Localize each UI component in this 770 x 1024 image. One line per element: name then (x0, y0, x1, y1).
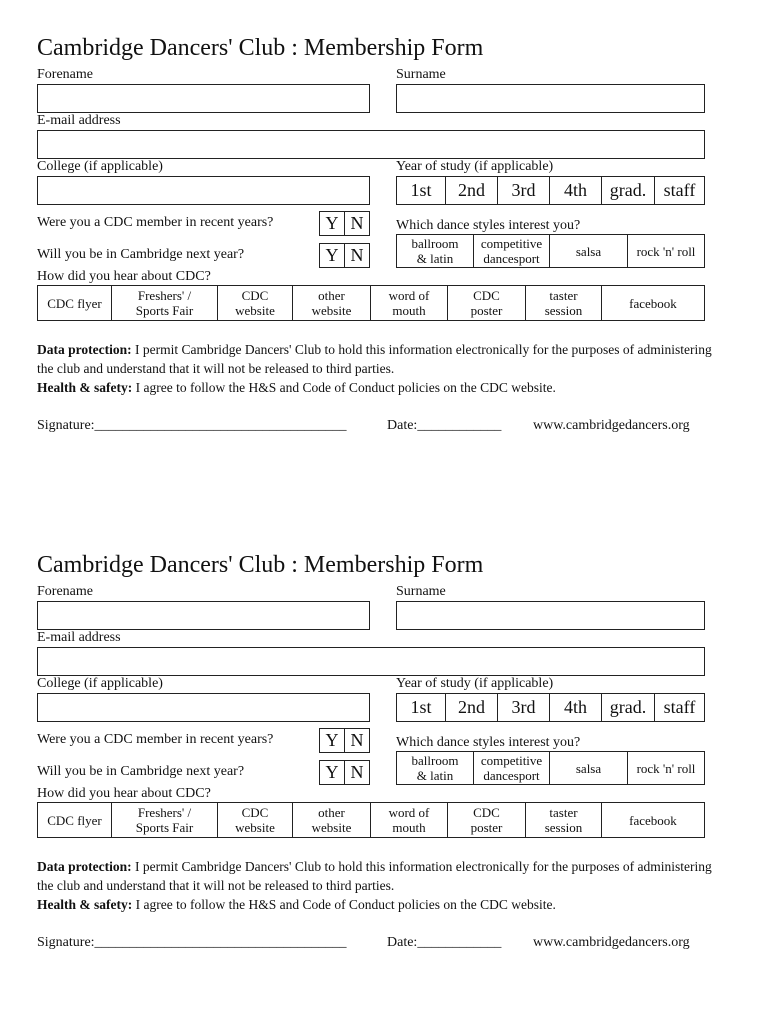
data-protection-text: I permit Cambridge Dancers' Club to hold this information electronically for the purposes of administering the club and understand that it will not be released to third parties. (37, 342, 712, 376)
year-option-4th[interactable]: 4th (549, 693, 602, 722)
year-option-grad[interactable]: grad. (601, 176, 655, 205)
hear-option-facebook[interactable] (601, 802, 705, 838)
cambridge-no-box[interactable]: N (344, 760, 370, 785)
hear-line1: other (318, 288, 345, 303)
hear-option-cdc-website[interactable] (217, 802, 293, 838)
year-option-3rd[interactable]: 3rd (497, 176, 550, 205)
year-option-1st[interactable]: 1st (396, 693, 446, 722)
hear-option-taster-session[interactable] (525, 285, 602, 321)
style-line2: dancesport (483, 251, 540, 266)
style-option-competitive-dancesport[interactable] (473, 234, 550, 268)
health-safety-text: I agree to follow the H&S and Code of Conduct policies on the CDC website. (132, 897, 556, 912)
hear-question: How did you hear about CDC? (37, 269, 211, 284)
data-protection-statement (37, 857, 727, 895)
hear-option-cdc-poster[interactable] (447, 802, 526, 838)
style-option-salsa[interactable] (549, 751, 628, 785)
style-option-rock-n-roll[interactable] (627, 234, 705, 268)
hear-option-cdc-poster[interactable] (447, 285, 526, 321)
style-option-rock-n-roll[interactable] (627, 751, 705, 785)
hear-line2: Sports Fair (135, 303, 194, 318)
dance-styles-question: Which dance styles interest you? (396, 218, 581, 233)
health-safety-heading: Health & safety: (37, 897, 133, 912)
hear-option-cdc-flyer[interactable] (37, 802, 112, 838)
hear-line2: mouth (392, 303, 426, 318)
hear-line1: taster (549, 288, 578, 303)
hear-line2: poster (470, 303, 503, 318)
hear-line2: website (311, 820, 352, 835)
member-yes-box[interactable]: Y (319, 211, 345, 236)
style-option-competitive-dancesport[interactable] (473, 751, 550, 785)
style-line1: ballroom (411, 753, 459, 768)
date-line[interactable]: Date:____________ (387, 935, 502, 950)
hear-line1: word of (388, 805, 430, 820)
style-line2: dancesport (483, 768, 540, 783)
year-option-grad[interactable]: grad. (601, 693, 655, 722)
member-no-box[interactable]: N (344, 211, 370, 236)
health-safety-statement (37, 895, 727, 914)
cambridge-yes-box[interactable]: Y (319, 243, 345, 268)
hear-line1: CDC (241, 805, 269, 820)
surname-field[interactable] (396, 601, 705, 630)
cambridge-question: Will you be in Cambridge next year? (37, 764, 245, 779)
forename-field[interactable] (37, 84, 370, 113)
hear-line1: Freshers' / (137, 805, 192, 820)
style-line1: ballroom (411, 236, 459, 251)
hear-line2: website (311, 303, 352, 318)
dance-styles-question: Which dance styles interest you? (396, 735, 581, 750)
hear-line1: facebook (629, 295, 677, 311)
hear-line2: website (235, 303, 275, 318)
hear-option-facebook[interactable] (601, 285, 705, 321)
website-text: www.cambridgedancers.org (533, 935, 690, 950)
year-option-4th[interactable]: 4th (549, 176, 602, 205)
form-title: Cambridge Dancers' Club : Membership Form (37, 552, 484, 578)
health-safety-heading: Health & safety: (37, 380, 133, 395)
hear-line2: website (235, 820, 275, 835)
college-label: College (if applicable) (37, 159, 163, 174)
data-protection-heading: Data protection: (37, 342, 132, 357)
hear-option-taster-session[interactable] (525, 802, 602, 838)
hear-line1: CDC flyer (47, 812, 102, 828)
surname-label: Surname (396, 584, 446, 599)
style-line1: salsa (575, 243, 602, 259)
hear-option-other-website[interactable] (292, 285, 371, 321)
hear-line1: Freshers' / (137, 288, 192, 303)
member-question: Were you a CDC member in recent years? (37, 215, 274, 230)
data-protection-text: I permit Cambridge Dancers' Club to hold this information electronically for the purposes of administering the club and understand that it will not be released to third parties. (37, 859, 712, 893)
email-field[interactable] (37, 647, 705, 676)
year-option-2nd[interactable]: 2nd (445, 176, 498, 205)
hear-line1: other (318, 805, 345, 820)
college-label: College (if applicable) (37, 676, 163, 691)
email-label: E-mail address (37, 113, 121, 128)
forename-label: Forename (37, 67, 93, 82)
hear-line2: session (544, 303, 583, 318)
year-of-study-label: Year of study (if applicable) (396, 676, 554, 691)
website-text: www.cambridgedancers.org (533, 418, 690, 433)
year-option-1st[interactable]: 1st (396, 176, 446, 205)
hear-question: How did you hear about CDC? (37, 786, 211, 801)
style-line1: rock 'n' roll (636, 760, 696, 776)
style-line1: competitive (480, 753, 543, 768)
cambridge-question: Will you be in Cambridge next year? (37, 247, 245, 262)
style-option-salsa[interactable] (549, 234, 628, 268)
style-option-ballroom-latin[interactable] (396, 234, 474, 268)
hear-option-freshers-fair[interactable] (111, 285, 218, 321)
hear-line2: session (544, 820, 583, 835)
hear-option-cdc-website[interactable] (217, 285, 293, 321)
cambridge-yes-box[interactable]: Y (319, 760, 345, 785)
hear-line2: poster (470, 820, 503, 835)
signature-line[interactable]: Signature:____________________________________ (37, 418, 347, 433)
email-label: E-mail address (37, 630, 121, 645)
email-field[interactable] (37, 130, 705, 159)
health-safety-statement (37, 378, 727, 397)
forename-label: Forename (37, 584, 93, 599)
hear-option-cdc-flyer[interactable] (37, 285, 112, 321)
member-no-box[interactable]: N (344, 728, 370, 753)
style-option-ballroom-latin[interactable] (396, 751, 474, 785)
surname-field[interactable] (396, 84, 705, 113)
forename-field[interactable] (37, 601, 370, 630)
data-protection-statement (37, 340, 727, 378)
college-field[interactable] (37, 176, 370, 205)
year-option-2nd[interactable]: 2nd (445, 693, 498, 722)
data-protection-heading: Data protection: (37, 859, 132, 874)
membership-form-1 (0, 0, 770, 470)
hear-line1: CDC (241, 288, 269, 303)
hear-line1: CDC (473, 805, 500, 820)
college-field[interactable] (37, 693, 370, 722)
year-option-3rd[interactable]: 3rd (497, 693, 550, 722)
hear-line1: taster (549, 805, 578, 820)
hear-option-other-website[interactable] (292, 802, 371, 838)
style-line1: competitive (480, 236, 543, 251)
hear-line2: Sports Fair (135, 820, 194, 835)
date-line[interactable]: Date:____________ (387, 418, 502, 433)
style-line2: & latin (416, 251, 454, 266)
hear-line1: word of (388, 288, 430, 303)
member-question: Were you a CDC member in recent years? (37, 732, 274, 747)
year-option-staff[interactable]: staff (654, 176, 705, 205)
signature-line[interactable]: Signature:____________________________________ (37, 935, 347, 950)
member-yes-box[interactable]: Y (319, 728, 345, 753)
style-line1: salsa (575, 760, 602, 776)
hear-option-word-of-mouth[interactable] (370, 802, 448, 838)
form-title: Cambridge Dancers' Club : Membership Form (37, 35, 484, 61)
hear-line2: mouth (392, 820, 426, 835)
membership-form-2 (0, 517, 770, 987)
year-option-staff[interactable]: staff (654, 693, 705, 722)
surname-label: Surname (396, 67, 446, 82)
year-of-study-label: Year of study (if applicable) (396, 159, 554, 174)
hear-option-freshers-fair[interactable] (111, 802, 218, 838)
style-line1: rock 'n' roll (636, 243, 696, 259)
health-safety-text: I agree to follow the H&S and Code of Conduct policies on the CDC website. (132, 380, 556, 395)
style-line2: & latin (416, 768, 454, 783)
cambridge-no-box[interactable]: N (344, 243, 370, 268)
hear-line1: CDC (473, 288, 500, 303)
hear-option-word-of-mouth[interactable] (370, 285, 448, 321)
hear-line1: facebook (629, 812, 677, 828)
hear-line1: CDC flyer (47, 295, 102, 311)
